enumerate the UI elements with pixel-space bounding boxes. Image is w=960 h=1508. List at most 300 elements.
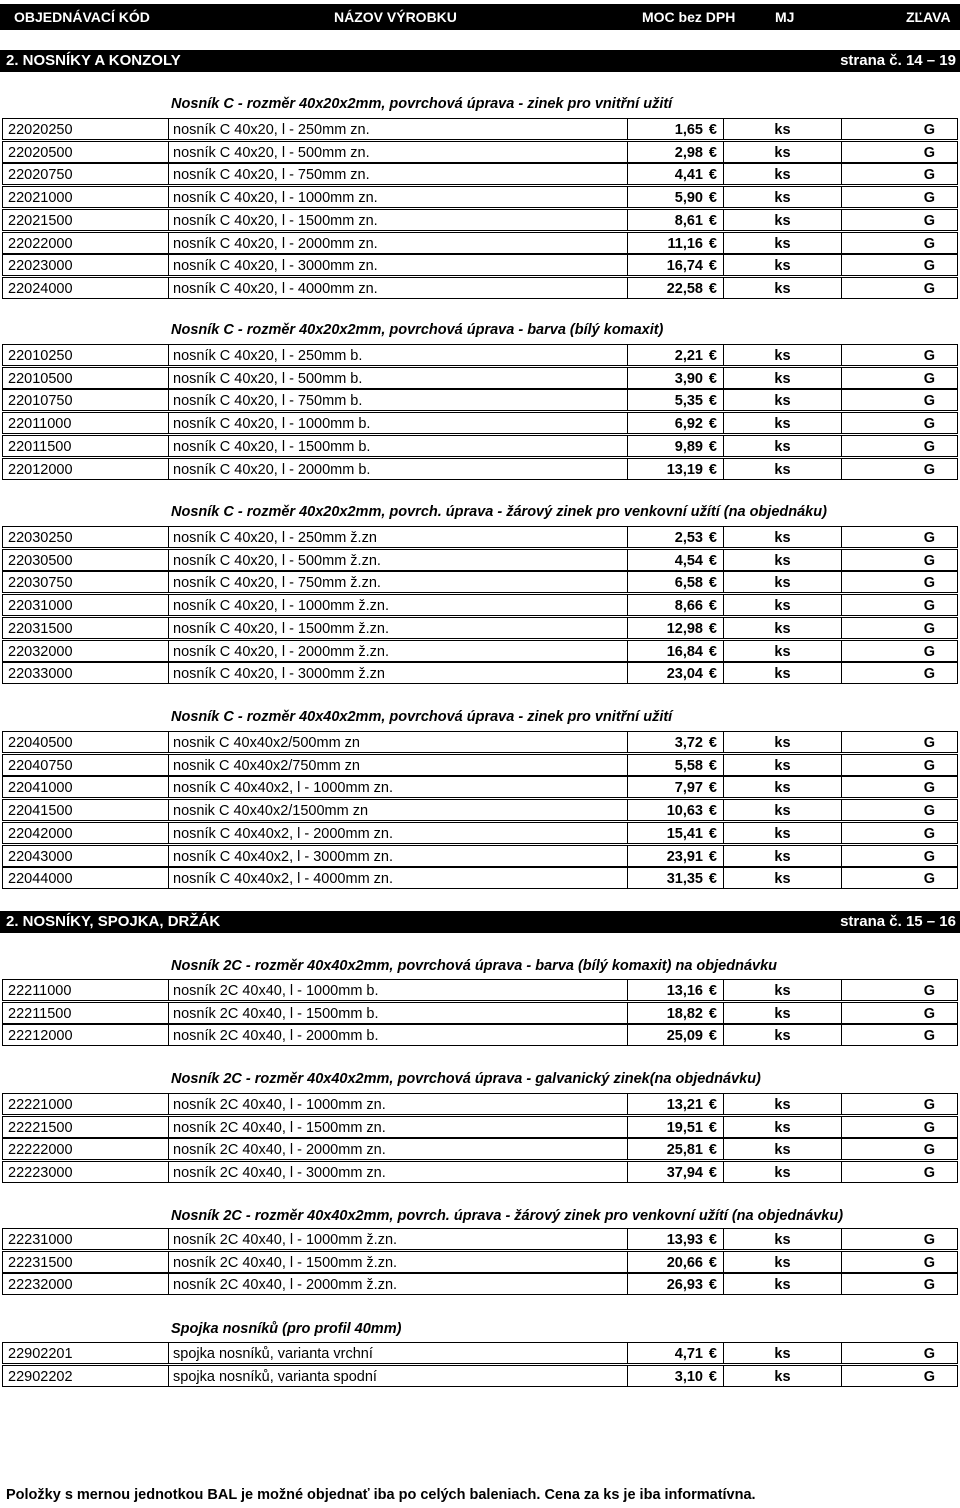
- discount-group: G: [841, 1138, 958, 1160]
- unit: ks: [723, 232, 841, 254]
- order-code: 22023000: [2, 254, 168, 276]
- price-value: 2,21: [674, 348, 703, 364]
- product-name: spojka nosníků, varianta spodní: [168, 1365, 627, 1387]
- price-value: 26,93: [666, 1277, 703, 1294]
- table-row: [0, 254, 960, 277]
- price-cell: [627, 458, 723, 480]
- euro-icon: €: [708, 393, 717, 410]
- unit: ks: [723, 254, 841, 276]
- price-cell: [627, 141, 723, 163]
- euro-icon: €: [708, 144, 717, 161]
- unit: ks: [723, 141, 841, 163]
- order-code: 22041500: [2, 799, 168, 821]
- unit: ks: [723, 367, 841, 389]
- order-code: 22031500: [2, 617, 168, 639]
- unit: ks: [723, 344, 841, 366]
- header-product-name: NÁZOV VÝROBKU: [334, 9, 457, 25]
- euro-icon: €: [708, 598, 717, 615]
- product-name: nosník 2C 40x40, l - 2000mm b.: [168, 1024, 627, 1046]
- table-row: [0, 232, 960, 255]
- discount-group: G: [841, 1273, 958, 1295]
- order-code: 22024000: [2, 277, 168, 299]
- price-cell: [627, 754, 723, 776]
- header-price: MOC bez DPH: [642, 9, 736, 25]
- price-cell: [627, 640, 723, 662]
- euro-icon: €: [708, 1346, 717, 1362]
- product-name: nosník 2C 40x40, l - 1500mm zn.: [168, 1116, 627, 1138]
- unit: ks: [723, 1138, 841, 1160]
- price-cell: [627, 571, 723, 593]
- unit: ks: [723, 1342, 841, 1364]
- discount-group: G: [841, 209, 958, 231]
- price-cell: [627, 389, 723, 411]
- unit: ks: [723, 1365, 841, 1387]
- price-value: 5,90: [674, 190, 703, 207]
- price-cell: [627, 277, 723, 299]
- euro-icon: €: [708, 620, 717, 637]
- product-name: nosník C 40x20, l - 3000mm ž.zn: [168, 662, 627, 684]
- unit: ks: [723, 458, 841, 480]
- product-name: nosník C 40x20, l - 4000mm zn.: [168, 277, 627, 299]
- price-cell: [627, 594, 723, 616]
- price-value: 3,90: [674, 370, 703, 387]
- price-value: 5,58: [674, 757, 703, 774]
- unit: ks: [723, 1228, 841, 1250]
- price-cell: [627, 1116, 723, 1138]
- discount-group: G: [841, 232, 958, 254]
- euro-icon: €: [708, 1119, 717, 1136]
- price-cell: [627, 549, 723, 571]
- table-row: [0, 1365, 960, 1388]
- unit: ks: [723, 1093, 841, 1115]
- unit: ks: [723, 163, 841, 185]
- product-name: nosník 2C 40x40, l - 1000mm zn.: [168, 1093, 627, 1115]
- table-row: [0, 412, 960, 435]
- header-unit: MJ: [775, 9, 795, 25]
- discount-group: G: [841, 822, 958, 844]
- group-title: Nosník 2C - rozměr 40x40x2mm, povrch. úprava - žárový zinek pro venkovní užítí (na objednávku): [171, 1208, 844, 1224]
- euro-icon: €: [708, 1097, 717, 1113]
- table-row: [0, 1342, 960, 1365]
- product-name: nosník 2C 40x40, l - 1000mm b.: [168, 979, 627, 1001]
- table-row: [0, 141, 960, 164]
- discount-group: G: [841, 662, 958, 684]
- product-name: nosník 2C 40x40, l - 3000mm zn.: [168, 1161, 627, 1183]
- euro-icon: €: [708, 552, 717, 569]
- euro-icon: €: [708, 438, 717, 455]
- price-value: 23,04: [666, 666, 703, 683]
- order-code: 22030750: [2, 571, 168, 593]
- order-code: 22030500: [2, 549, 168, 571]
- unit: ks: [723, 822, 841, 844]
- product-name: nosník C 40x40x2, l - 4000mm zn.: [168, 867, 627, 889]
- table-row: [0, 776, 960, 799]
- table-row: [0, 163, 960, 186]
- product-name: nosník C 40x40x2, l - 2000mm zn.: [168, 822, 627, 844]
- discount-group: G: [841, 458, 958, 480]
- table-row: [0, 617, 960, 640]
- order-code: 22902201: [2, 1342, 168, 1364]
- product-name: nosník C 40x20, l - 1500mm b.: [168, 435, 627, 457]
- price-value: 6,58: [674, 575, 703, 592]
- euro-icon: €: [708, 1028, 717, 1045]
- unit: ks: [723, 186, 841, 208]
- euro-icon: €: [708, 735, 717, 751]
- price-cell: [627, 662, 723, 684]
- price-value: 4,41: [674, 167, 703, 184]
- price-value: 31,35: [666, 871, 703, 888]
- product-name: nosník C 40x20, l - 500mm ž.zn.: [168, 549, 627, 571]
- unit: ks: [723, 617, 841, 639]
- price-cell: [627, 367, 723, 389]
- order-code: 22042000: [2, 822, 168, 844]
- section-page-ref: strana č. 15 – 16: [840, 913, 956, 930]
- price-value: 18,82: [666, 1005, 703, 1022]
- price-cell: [627, 979, 723, 1001]
- unit: ks: [723, 1002, 841, 1024]
- price-cell: [627, 1342, 723, 1364]
- product-name: spojka nosníků, varianta vrchní: [168, 1342, 627, 1364]
- euro-icon: €: [708, 1005, 717, 1022]
- price-value: 23,91: [666, 848, 703, 865]
- product-name: nosník C 40x20, l - 750mm zn.: [168, 163, 627, 185]
- euro-icon: €: [708, 258, 717, 275]
- table-row: [0, 1093, 960, 1116]
- unit: ks: [723, 1273, 841, 1295]
- euro-icon: €: [708, 1232, 717, 1248]
- header-discount: ZĽAVA: [906, 9, 951, 25]
- table-row: [0, 1161, 960, 1184]
- order-code: 22040500: [2, 731, 168, 753]
- product-name: nosník C 40x20, l - 250mm b.: [168, 344, 627, 366]
- unit: ks: [723, 776, 841, 798]
- price-cell: [627, 1273, 723, 1295]
- euro-icon: €: [708, 280, 717, 297]
- order-code: 22211000: [2, 979, 168, 1001]
- table-row: [0, 1251, 960, 1274]
- order-code: 22041000: [2, 776, 168, 798]
- discount-group: G: [841, 141, 958, 163]
- price-value: 16,84: [666, 643, 703, 660]
- order-code: 22030250: [2, 526, 168, 548]
- euro-icon: €: [708, 871, 717, 888]
- product-name: nosník C 40x20, l - 750mm ž.zn.: [168, 571, 627, 593]
- unit: ks: [723, 640, 841, 662]
- euro-icon: €: [708, 757, 717, 774]
- price-value: 22,58: [666, 280, 703, 297]
- product-name: nosník C 40x20, l - 1500mm zn.: [168, 209, 627, 231]
- price-cell: [627, 118, 723, 140]
- product-name: nosník C 40x40x2, l - 1000mm zn.: [168, 776, 627, 798]
- unit: ks: [723, 389, 841, 411]
- price-value: 7,97: [674, 780, 703, 797]
- discount-group: G: [841, 526, 958, 548]
- price-cell: [627, 776, 723, 798]
- discount-group: G: [841, 1228, 958, 1250]
- discount-group: G: [841, 367, 958, 389]
- table-row: [0, 435, 960, 458]
- price-cell: [627, 845, 723, 867]
- discount-group: G: [841, 594, 958, 616]
- price-cell: [627, 232, 723, 254]
- order-code: 22020500: [2, 141, 168, 163]
- discount-group: G: [841, 979, 958, 1001]
- price-cell: [627, 186, 723, 208]
- unit: ks: [723, 526, 841, 548]
- order-code: 22022000: [2, 232, 168, 254]
- discount-group: G: [841, 845, 958, 867]
- product-name: nosník C 40x40x2, l - 3000mm zn.: [168, 845, 627, 867]
- price-value: 25,09: [666, 1028, 703, 1045]
- price-value: 5,35: [674, 393, 703, 410]
- price-value: 11,16: [667, 235, 703, 252]
- discount-group: G: [841, 118, 958, 140]
- euro-icon: €: [708, 780, 717, 797]
- order-code: 22012000: [2, 458, 168, 480]
- table-row: [0, 1138, 960, 1161]
- order-code: 22221500: [2, 1116, 168, 1138]
- unit: ks: [723, 571, 841, 593]
- discount-group: G: [841, 571, 958, 593]
- euro-icon: €: [708, 1254, 717, 1271]
- product-name: nosník 2C 40x40, l - 1500mm b.: [168, 1002, 627, 1024]
- table-row: [0, 640, 960, 663]
- price-value: 16,74: [666, 258, 703, 275]
- euro-icon: €: [708, 416, 717, 433]
- price-value: 4,54: [674, 552, 703, 569]
- section-bar: [0, 50, 960, 72]
- price-value: 2,53: [674, 530, 703, 546]
- price-cell: [627, 822, 723, 844]
- euro-icon: €: [708, 983, 717, 999]
- euro-icon: €: [708, 1165, 717, 1182]
- table-row: [0, 979, 960, 1002]
- group-title: Nosník C - rozměr 40x40x2mm, povrchová úprava - zinek pro vnitřní užití: [171, 709, 673, 725]
- price-value: 2,98: [674, 144, 703, 161]
- price-cell: [627, 209, 723, 231]
- unit: ks: [723, 754, 841, 776]
- discount-group: G: [841, 731, 958, 753]
- discount-group: G: [841, 254, 958, 276]
- order-code: 22222000: [2, 1138, 168, 1160]
- order-code: 22010250: [2, 344, 168, 366]
- table-row: [0, 822, 960, 845]
- product-name: nosník C 40x20, l - 1500mm ž.zn.: [168, 617, 627, 639]
- euro-icon: €: [708, 122, 717, 138]
- price-cell: [627, 731, 723, 753]
- product-name: nosník 2C 40x40, l - 1000mm ž.zn.: [168, 1228, 627, 1250]
- price-value: 13,21: [666, 1097, 703, 1113]
- euro-icon: €: [708, 348, 717, 364]
- euro-icon: €: [708, 666, 717, 683]
- table-row: [0, 1273, 960, 1296]
- euro-icon: €: [708, 190, 717, 207]
- order-code: 22211500: [2, 1002, 168, 1024]
- order-code: 22010500: [2, 367, 168, 389]
- product-name: nosník C 40x20, l - 1000mm ž.zn.: [168, 594, 627, 616]
- group-title: Nosník C - rozměr 40x20x2mm, povrchová úprava - zinek pro vnitřní užití: [171, 96, 673, 112]
- table-row: [0, 1024, 960, 1047]
- unit: ks: [723, 118, 841, 140]
- price-cell: [627, 799, 723, 821]
- group-title: Nosník C - rozměr 40x20x2mm, povrch. úprava - žárový zinek pro venkovní užítí (na objednáku): [171, 504, 827, 520]
- unit: ks: [723, 412, 841, 434]
- order-code: 22021000: [2, 186, 168, 208]
- section-bar: [0, 911, 960, 933]
- header-order-code: OBJEDNÁVACÍ KÓD: [14, 9, 150, 25]
- section-page-ref: strana č. 14 – 19: [840, 52, 956, 69]
- euro-icon: €: [708, 167, 717, 184]
- euro-icon: €: [708, 575, 717, 592]
- price-value: 4,71: [674, 1346, 703, 1362]
- price-cell: [627, 1365, 723, 1387]
- product-name: nosník 2C 40x40, l - 1500mm ž.zn.: [168, 1251, 627, 1273]
- discount-group: G: [841, 1161, 958, 1183]
- discount-group: G: [841, 186, 958, 208]
- product-name: nosník 2C 40x40, l - 2000mm ž.zn.: [168, 1273, 627, 1295]
- discount-group: G: [841, 344, 958, 366]
- column-header-bar: [0, 4, 960, 30]
- price-cell: [627, 1138, 723, 1160]
- table-row: [0, 799, 960, 822]
- order-code: 22010750: [2, 389, 168, 411]
- table-row: [0, 1002, 960, 1025]
- table-row: [0, 389, 960, 412]
- table-row: [0, 549, 960, 572]
- table-row: [0, 458, 960, 481]
- section-title: 2. NOSNÍKY A KONZOLY: [6, 52, 181, 69]
- price-cell: [627, 1251, 723, 1273]
- table-row: [0, 867, 960, 890]
- order-code: 22223000: [2, 1161, 168, 1183]
- unit: ks: [723, 209, 841, 231]
- unit: ks: [723, 799, 841, 821]
- price-cell: [627, 1228, 723, 1250]
- order-code: 22021500: [2, 209, 168, 231]
- order-code: 22043000: [2, 845, 168, 867]
- unit: ks: [723, 979, 841, 1001]
- group-title: Spojka nosníků (pro profil 40mm): [171, 1321, 402, 1337]
- table-row: [0, 845, 960, 868]
- discount-group: G: [841, 1251, 958, 1273]
- unit: ks: [723, 1116, 841, 1138]
- table-row: [0, 367, 960, 390]
- price-value: 13,19: [666, 461, 703, 478]
- discount-group: G: [841, 389, 958, 411]
- discount-group: G: [841, 1365, 958, 1387]
- price-cell: [627, 526, 723, 548]
- price-value: 1,65: [674, 122, 703, 138]
- discount-group: G: [841, 799, 958, 821]
- price-cell: [627, 1024, 723, 1046]
- price-value: 6,92: [674, 416, 703, 433]
- price-value: 25,81: [666, 1142, 703, 1159]
- group-title: Nosník 2C - rozměr 40x40x2mm, povrchová úprava - galvanický zinek(na objednávku): [171, 1071, 761, 1087]
- table-row: [0, 209, 960, 232]
- euro-icon: €: [708, 1277, 717, 1294]
- order-code: 22033000: [2, 662, 168, 684]
- table-row: [0, 1116, 960, 1139]
- group-title: Nosník 2C - rozměr 40x40x2mm, povrchová úprava - barva (bílý komaxit) na objednávku: [171, 958, 777, 974]
- unit: ks: [723, 435, 841, 457]
- price-cell: [627, 1002, 723, 1024]
- order-code: 22221000: [2, 1093, 168, 1115]
- order-code: 22032000: [2, 640, 168, 662]
- product-name: nosník 2C 40x40, l - 2000mm zn.: [168, 1138, 627, 1160]
- discount-group: G: [841, 1116, 958, 1138]
- unit: ks: [723, 277, 841, 299]
- order-code: 22212000: [2, 1024, 168, 1046]
- unit: ks: [723, 1251, 841, 1273]
- table-row: [0, 754, 960, 777]
- product-name: nosník C 40x20, l - 250mm zn.: [168, 118, 627, 140]
- product-name: nosník C 40x20, l - 500mm b.: [168, 367, 627, 389]
- price-cell: [627, 617, 723, 639]
- order-code: 22231000: [2, 1228, 168, 1250]
- euro-icon: €: [708, 1368, 717, 1385]
- order-code: 22020750: [2, 163, 168, 185]
- table-row: [0, 526, 960, 549]
- price-value: 15,41: [666, 825, 703, 842]
- euro-icon: €: [708, 803, 717, 820]
- unit: ks: [723, 845, 841, 867]
- product-name: nosník C 40x20, l - 1000mm b.: [168, 412, 627, 434]
- table-row: [0, 594, 960, 617]
- discount-group: G: [841, 1002, 958, 1024]
- price-value: 9,89: [674, 438, 703, 455]
- product-name: nosnik C 40x40x2/750mm zn: [168, 754, 627, 776]
- product-name: nosnik C 40x40x2/1500mm zn: [168, 799, 627, 821]
- unit: ks: [723, 594, 841, 616]
- euro-icon: €: [708, 1142, 717, 1159]
- order-code: 22011000: [2, 412, 168, 434]
- table-row: [0, 1228, 960, 1251]
- price-value: 10,63: [666, 803, 703, 820]
- price-value: 3,72: [674, 735, 703, 751]
- product-name: nosník C 40x20, l - 1000mm zn.: [168, 186, 627, 208]
- euro-icon: €: [708, 825, 717, 842]
- product-name: nosník C 40x20, l - 750mm b.: [168, 389, 627, 411]
- discount-group: G: [841, 277, 958, 299]
- product-name: nosník C 40x20, l - 2000mm zn.: [168, 232, 627, 254]
- order-code: 22020250: [2, 118, 168, 140]
- price-cell: [627, 435, 723, 457]
- discount-group: G: [841, 549, 958, 571]
- price-value: 20,66: [666, 1254, 703, 1271]
- table-row: [0, 731, 960, 754]
- price-cell: [627, 867, 723, 889]
- footer-note: Položky s mernou jednotkou BAL je možné objednať iba po celých baleniach. Cena za ks je iba informatívna.: [6, 1487, 756, 1503]
- product-name: nosník C 40x20, l - 2000mm ž.zn.: [168, 640, 627, 662]
- price-cell: [627, 163, 723, 185]
- order-code: 22231500: [2, 1251, 168, 1273]
- euro-icon: €: [708, 530, 717, 546]
- euro-icon: €: [708, 235, 717, 252]
- price-value: 8,66: [674, 598, 703, 615]
- price-value: 3,10: [674, 1368, 703, 1385]
- order-code: 22044000: [2, 867, 168, 889]
- order-code: 22902202: [2, 1365, 168, 1387]
- discount-group: G: [841, 1024, 958, 1046]
- discount-group: G: [841, 776, 958, 798]
- discount-group: G: [841, 617, 958, 639]
- table-row: [0, 118, 960, 141]
- price-value: 19,51: [666, 1119, 703, 1136]
- euro-icon: €: [708, 643, 717, 660]
- unit: ks: [723, 1161, 841, 1183]
- unit: ks: [723, 1024, 841, 1046]
- price-value: 8,61: [674, 212, 703, 229]
